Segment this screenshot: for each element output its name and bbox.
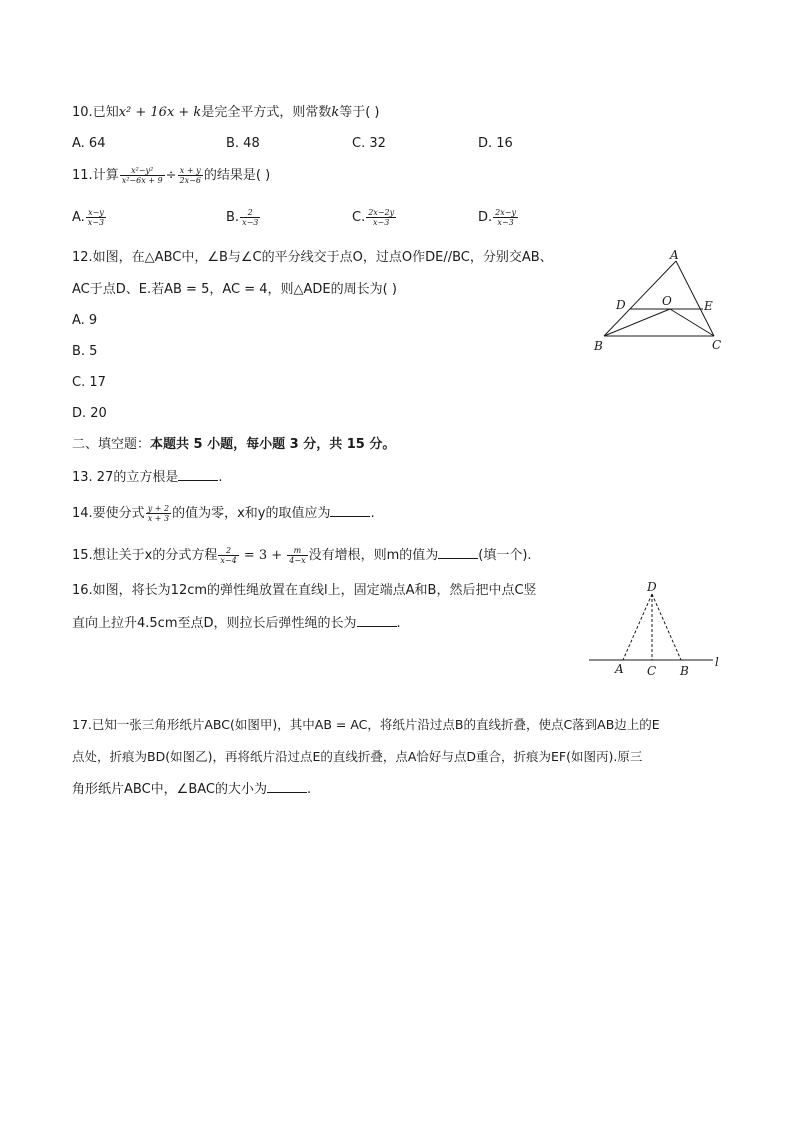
- q17-line3-text: 角形纸片ABC中，∠BAC的大小为: [72, 782, 267, 797]
- q10-option-c: C. 32: [352, 136, 386, 151]
- label-c: C: [647, 664, 657, 678]
- q11-b-label: B.: [226, 210, 240, 225]
- q12-option-c: C. 17: [72, 375, 106, 390]
- section-2-header: [72, 436, 395, 454]
- q12-stem-line-2: AC于点D、E.若AB = 5，AC = 4，则△ADE的周长为( ): [72, 282, 397, 297]
- q11-post: 的结果是( ): [203, 168, 271, 183]
- q17-answer-blank[interactable]: [267, 780, 307, 793]
- q11-option-b: [226, 208, 261, 227]
- q15-f1-den: x−4: [220, 556, 237, 565]
- label-a: A: [615, 662, 624, 676]
- label-e: E: [704, 299, 713, 313]
- q16-stem-line-2: [72, 614, 401, 633]
- q11-f1-den: x²−6x + 9: [121, 176, 163, 185]
- q13-end: .: [218, 470, 223, 485]
- q14-num: y + 2: [147, 504, 170, 513]
- q11-c-frac: [366, 208, 396, 227]
- q11-number: 11.: [72, 168, 93, 183]
- label-d: D: [616, 298, 626, 312]
- q10-expression: x² + 16x + k: [118, 105, 202, 120]
- label-b: B: [680, 664, 689, 678]
- q11-divide: ÷: [165, 168, 177, 183]
- q15-pre: 15.想让关于x的分式方程: [72, 548, 218, 563]
- q17-stem-line-3: [72, 780, 311, 799]
- q13-text: 13. 27的立方根是: [72, 470, 179, 485]
- section-2-title: 二、填空题：: [72, 437, 151, 452]
- line-db: [652, 594, 681, 660]
- q11-b-den: x−3: [242, 218, 259, 227]
- q10-number: 10.: [72, 105, 93, 120]
- q12-triangle-figure: [590, 246, 730, 358]
- q11-d-num: 2x−y: [495, 208, 516, 217]
- q14-stem: [72, 504, 375, 523]
- q15-post: 没有增根，则m的值为: [308, 548, 439, 563]
- label-c: C: [712, 338, 722, 352]
- q14-end: .: [370, 506, 375, 521]
- q14-pre: 14.要使分式: [72, 506, 145, 521]
- q11-d-frac: [493, 208, 518, 227]
- q11-a-label: A.: [72, 210, 85, 225]
- q10-stem: [72, 104, 380, 122]
- line-bo: [604, 309, 670, 336]
- label-a: A: [670, 248, 679, 262]
- q11-c-num: 2x−2y: [368, 208, 395, 217]
- q15-f1-num: 2: [218, 546, 238, 556]
- q11-option-d: [478, 208, 519, 227]
- q13-answer-blank[interactable]: [178, 468, 218, 481]
- q14-fraction: [146, 504, 171, 523]
- q11-d-label: D.: [478, 210, 493, 225]
- q11-f1-num: x²−y²: [120, 166, 165, 176]
- q15-answer-blank[interactable]: [438, 546, 478, 559]
- q15-stem: [72, 546, 532, 565]
- q17-stem-line-1: 17.已知一张三角形纸片ABC(如图甲)，其中AB = AC，将纸片沿过点B的直线折叠，使点C落到AB边上的E: [72, 717, 660, 732]
- q10-post: 是完全平方式，则常数: [201, 105, 332, 120]
- label-b: B: [594, 339, 603, 353]
- section-2-desc: 本题共 5 小题，每小题 3 分，共 15 分。: [150, 437, 396, 452]
- q16-line2-text: 直向上拉升4.5cm至点D，则拉长后弹性绳的长为: [72, 616, 357, 631]
- q11-pre: 计算: [92, 168, 119, 183]
- q16-stem-line-1: 16.如图，将长为12cm的弹性绳放置在直线l上，固定端点A和B，然后把中点C竖: [72, 583, 537, 598]
- q16-end: .: [396, 616, 401, 631]
- q10-option-a: A. 64: [72, 136, 106, 151]
- q11-f2-den: 2x−6: [179, 176, 201, 185]
- label-o: O: [662, 294, 672, 308]
- q15-fraction-2: [287, 546, 307, 565]
- q16-elastic-rope-figure: [585, 576, 725, 680]
- q15-mid: = 3 +: [239, 548, 287, 563]
- label-d: D: [647, 580, 657, 594]
- q10-tail: 等于( ): [339, 105, 380, 120]
- label-l: l: [715, 655, 719, 669]
- q15-f2-num: m: [287, 546, 307, 556]
- line-da: [623, 594, 652, 660]
- q12-option-b: B. 5: [72, 344, 98, 359]
- q11-a-frac: [86, 208, 106, 227]
- q12-option-a: A. 9: [72, 313, 98, 328]
- q17-stem-line-2: 点处，折痕为BD(如图乙)，再将纸片沿过点E的直线折叠，点A恰好与点D重合，折痕为EF(如图丙).原三: [72, 749, 643, 764]
- q11-d-den: x−3: [497, 218, 514, 227]
- q10-k: k: [331, 105, 340, 120]
- q14-post: 的值为零，x和y的取值应为: [172, 506, 331, 521]
- q11-fraction-1: [120, 166, 165, 185]
- q16-answer-blank[interactable]: [357, 614, 397, 627]
- q11-c-label: C.: [352, 210, 366, 225]
- q13-stem: [72, 468, 223, 487]
- q12-option-d: D. 20: [72, 406, 107, 421]
- q11-b-frac: [240, 208, 260, 227]
- q11-c-den: x−3: [373, 218, 390, 227]
- q10-pre: 已知: [92, 105, 119, 120]
- q15-f2-den: 4−x: [289, 556, 306, 565]
- q11-fraction-2: [178, 166, 203, 185]
- q14-den: x + 3: [147, 514, 170, 523]
- q11-b-num: 2: [240, 208, 260, 218]
- q10-option-b: B. 48: [226, 136, 260, 151]
- q12-stem-line-1: 12.如图，在△ABC中，∠B与∠C的平分线交于点O，过点O作DE//BC，分别交AB、: [72, 250, 553, 265]
- q11-f2-num: x + y: [178, 166, 203, 176]
- q10-option-d: D. 16: [478, 136, 513, 151]
- q11-a-den: x−3: [87, 218, 105, 227]
- q17-end: .: [306, 782, 312, 797]
- q15-fraction-1: [218, 546, 238, 565]
- q11-a-num: x−y: [86, 208, 106, 218]
- q11-option-c: [352, 208, 397, 227]
- q11-option-a: [72, 208, 107, 227]
- q11-stem: [72, 166, 270, 185]
- q14-answer-blank[interactable]: [330, 504, 370, 517]
- q15-end: (填一个).: [478, 548, 532, 563]
